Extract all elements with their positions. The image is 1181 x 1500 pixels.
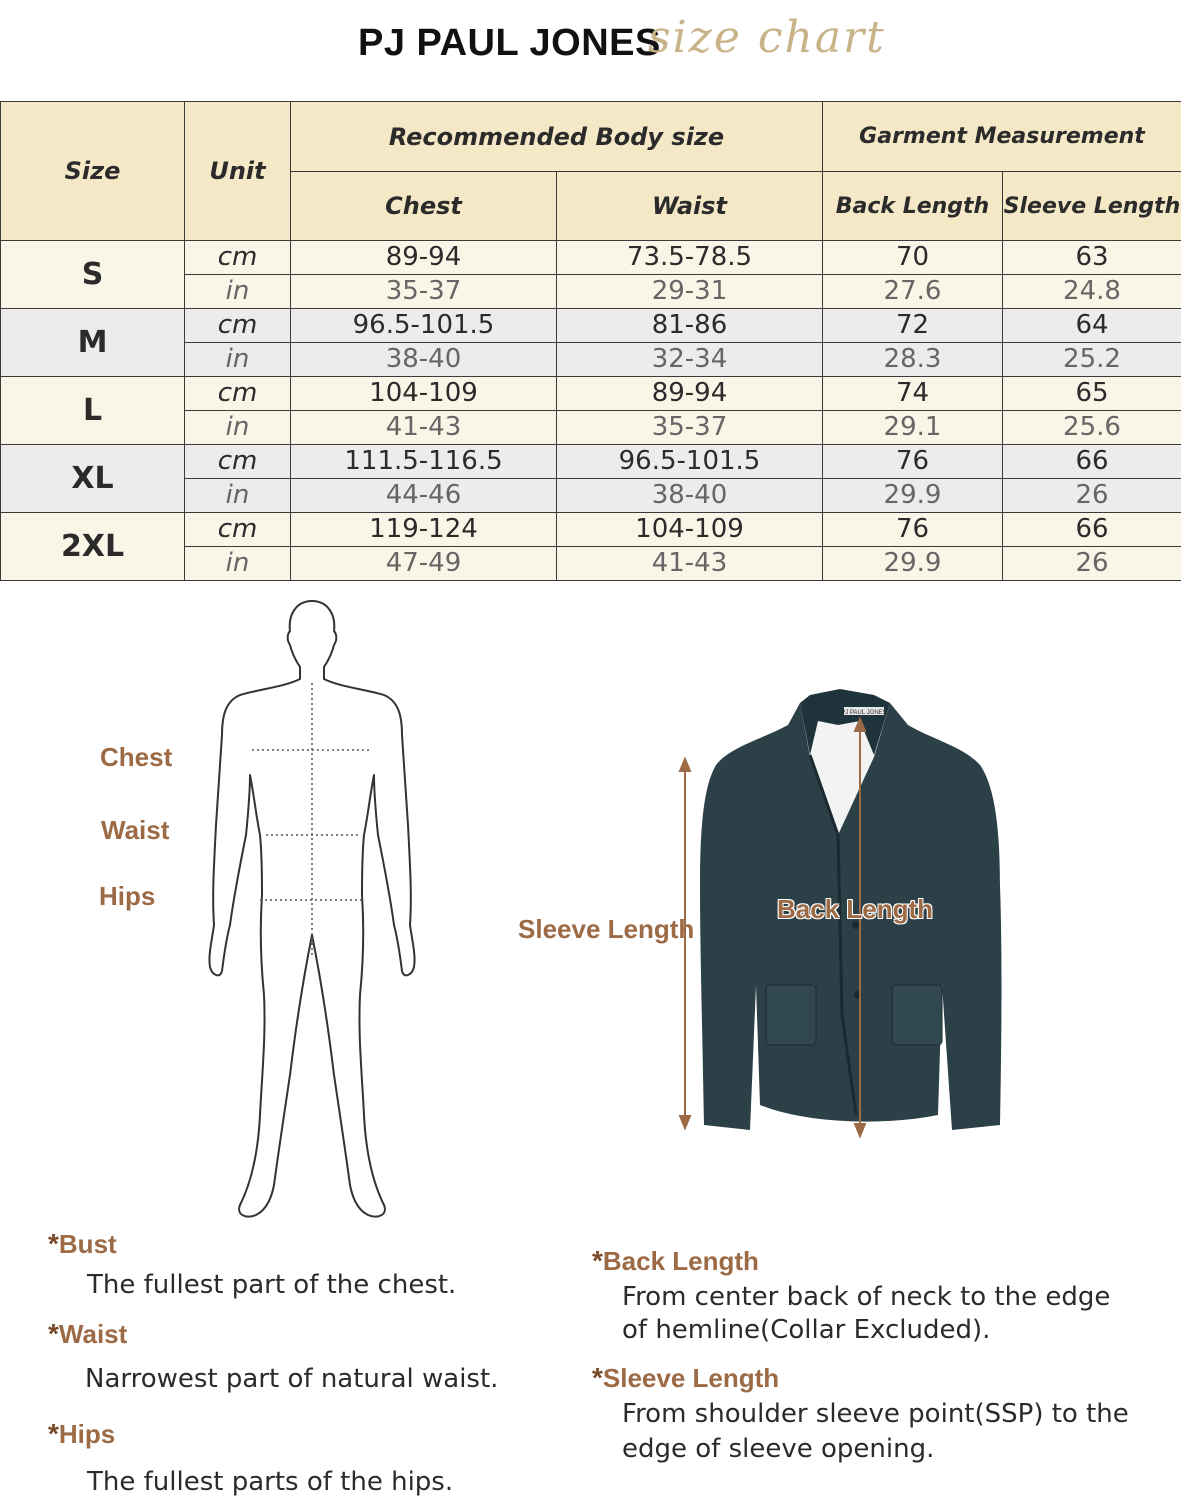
- chest-cell: 119-124: [291, 513, 557, 547]
- bust-definition-title: *Bust: [48, 1228, 117, 1259]
- jacket-tag-text: PJ PAUL JONES: [841, 710, 887, 716]
- table-row: [1, 377, 1181, 411]
- back-length-cell: 28.3: [823, 343, 1003, 377]
- back-length-cell: 29.1: [823, 411, 1003, 445]
- waist-cell: 29-31: [557, 275, 823, 309]
- chest-cell: 44-46: [291, 479, 557, 513]
- sleeve-length-cell: 66: [1003, 513, 1181, 547]
- hips-label: Hips: [99, 881, 156, 911]
- size-table: [0, 101, 1181, 581]
- unit-cell: cm: [185, 241, 291, 275]
- chest-cell: 96.5-101.5: [291, 309, 557, 343]
- back-length-cell: 76: [823, 445, 1003, 479]
- unit-cell: in: [185, 411, 291, 445]
- unit-cell: cm: [185, 309, 291, 343]
- sleeve-length-label: Sleeve Length: [518, 914, 695, 944]
- chest-cell: 41-43: [291, 411, 557, 445]
- table-header-row: [1, 102, 1181, 172]
- star-icon: *: [592, 1245, 603, 1276]
- sleeve-length-cell: 64: [1003, 309, 1181, 343]
- chest-cell: 35-37: [291, 275, 557, 309]
- size-chart-script: size chart: [648, 12, 886, 63]
- size-cell: 2XL: [1, 513, 185, 581]
- back-length-cell: 74: [823, 377, 1003, 411]
- size-cell: S: [1, 241, 185, 309]
- sleeve-length-cell: 66: [1003, 445, 1181, 479]
- sleeve-length-cell: 26: [1003, 547, 1181, 581]
- header-recommended: Recommended Body size: [291, 102, 823, 172]
- header-waist: Waist: [557, 172, 823, 241]
- bust-definition-text: The fullest part of the chest.: [87, 1270, 457, 1300]
- waist-cell: 38-40: [557, 479, 823, 513]
- sleeve-length-definition-line2: edge of sleeve opening.: [622, 1434, 935, 1464]
- header-sleeve-length: Sleeve Length: [1003, 172, 1181, 241]
- sleeve-length-cell: 65: [1003, 377, 1181, 411]
- unit-cell: cm: [185, 445, 291, 479]
- sleeve-length-cell: 25.6: [1003, 411, 1181, 445]
- table-row: [1, 445, 1181, 479]
- table-row: [1, 241, 1181, 275]
- chest-cell: 38-40: [291, 343, 557, 377]
- waist-cell: 104-109: [557, 513, 823, 547]
- back-length-definition-line1: From center back of neck to the edge: [622, 1282, 1111, 1312]
- star-icon: *: [48, 1318, 59, 1349]
- chest-cell: 89-94: [291, 241, 557, 275]
- page-header: [0, 0, 1181, 100]
- unit-cell: in: [185, 479, 291, 513]
- header-unit: Unit: [185, 102, 291, 241]
- waist-cell: 89-94: [557, 377, 823, 411]
- sleeve-length-definition-line1: From shoulder sleeve point(SSP) to the: [622, 1399, 1129, 1429]
- back-length-definition-title: *Back Length: [592, 1245, 759, 1276]
- back-length-cell: 27.6: [823, 275, 1003, 309]
- waist-cell: 41-43: [557, 547, 823, 581]
- back-length-definition-line2: of hemline(Collar Excluded).: [622, 1315, 991, 1345]
- chest-cell: 47-49: [291, 547, 557, 581]
- back-length-label: Back Length: [777, 894, 934, 924]
- star-icon: *: [48, 1228, 59, 1259]
- brand-name: PJ PAUL JONES: [358, 22, 661, 64]
- size-cell: XL: [1, 445, 185, 513]
- sleeve-length-cell: 63: [1003, 241, 1181, 275]
- sleeve-length-cell: 24.8: [1003, 275, 1181, 309]
- waist-definition-text: Narrowest part of natural waist.: [85, 1364, 499, 1394]
- star-icon: *: [592, 1362, 603, 1393]
- sleeve-length-cell: 25.2: [1003, 343, 1181, 377]
- waist-definition-title: *Waist: [48, 1318, 128, 1349]
- size-cell: M: [1, 309, 185, 377]
- waist-cell: 96.5-101.5: [557, 445, 823, 479]
- header-garment: Garment Measurement: [823, 102, 1181, 172]
- unit-cell: in: [185, 547, 291, 581]
- hips-definition-title: *Hips: [48, 1418, 116, 1449]
- unit-cell: in: [185, 275, 291, 309]
- header-chest: Chest: [291, 172, 557, 241]
- waist-label: Waist: [101, 815, 170, 845]
- header-back-length: Back Length: [823, 172, 1003, 241]
- body-outline-figure: [200, 595, 430, 1225]
- sleeve-length-cell: 26: [1003, 479, 1181, 513]
- unit-cell: cm: [185, 513, 291, 547]
- unit-cell: in: [185, 343, 291, 377]
- size-cell: L: [1, 377, 185, 445]
- sleeve-length-definition-title: *Sleeve Length: [592, 1362, 780, 1393]
- waist-cell: 81-86: [557, 309, 823, 343]
- back-length-cell: 29.9: [823, 547, 1003, 581]
- chest-label: Chest: [100, 742, 173, 772]
- back-length-cell: 76: [823, 513, 1003, 547]
- hips-definition-text: The fullest parts of the hips.: [87, 1467, 454, 1497]
- waist-cell: 32-34: [557, 343, 823, 377]
- waist-cell: 35-37: [557, 411, 823, 445]
- header-size: Size: [1, 102, 185, 241]
- waist-cell: 73.5-78.5: [557, 241, 823, 275]
- chest-cell: 104-109: [291, 377, 557, 411]
- back-length-cell: 29.9: [823, 479, 1003, 513]
- table-row: [1, 309, 1181, 343]
- star-icon: *: [48, 1418, 59, 1449]
- unit-cell: cm: [185, 377, 291, 411]
- back-length-cell: 70: [823, 241, 1003, 275]
- table-row: [1, 513, 1181, 547]
- back-length-cell: 72: [823, 309, 1003, 343]
- chest-cell: 111.5-116.5: [291, 445, 557, 479]
